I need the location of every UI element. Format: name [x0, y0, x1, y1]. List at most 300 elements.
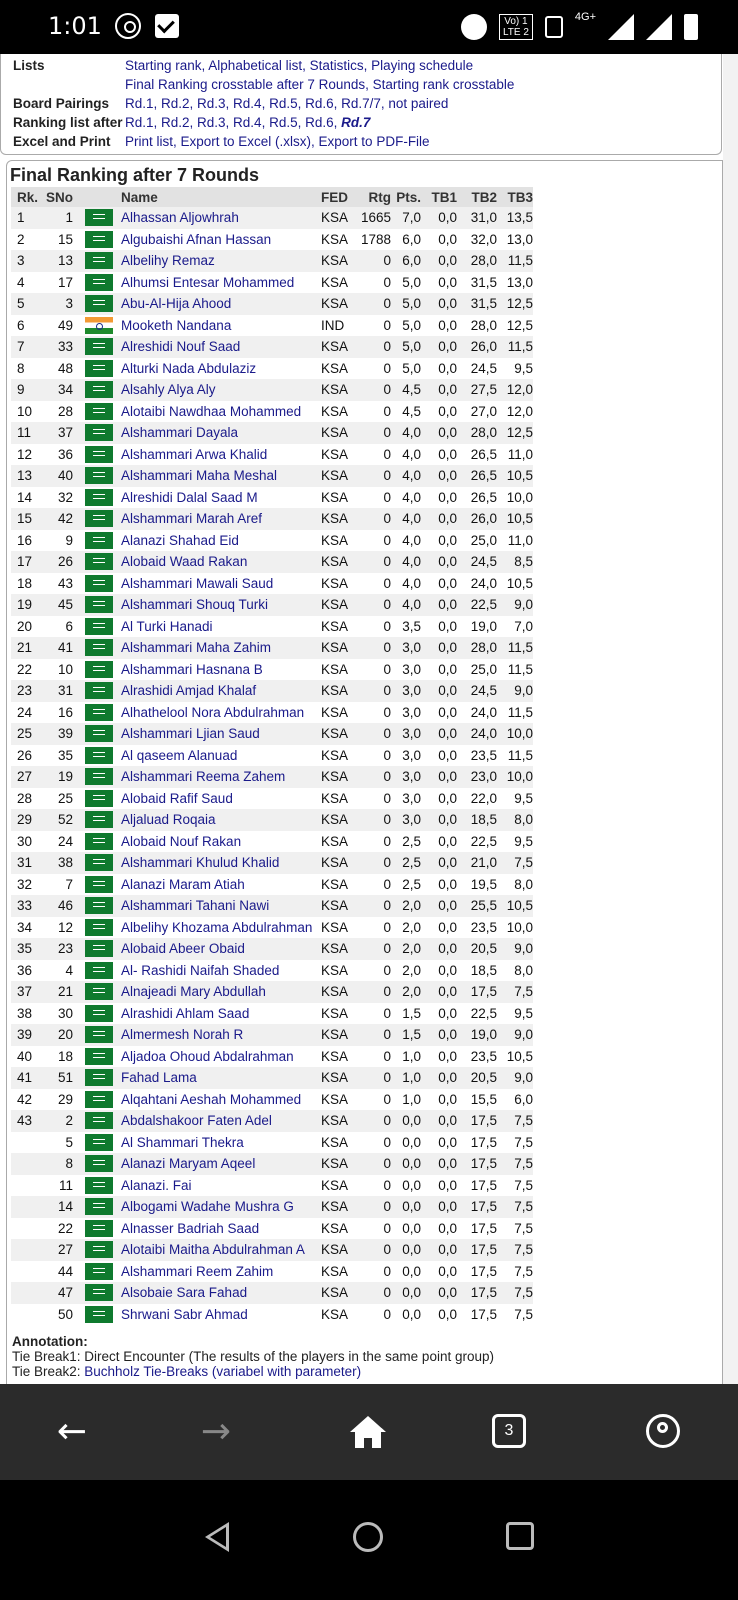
table-row — [11, 1132, 533, 1154]
cell-rank: 43 — [11, 1110, 45, 1132]
saudi-flag-icon — [85, 510, 113, 527]
cell-pts: 2,5 — [391, 852, 421, 874]
saudi-flag-icon — [85, 790, 113, 807]
table-row — [11, 336, 533, 358]
cell-sno: 28 — [57, 403, 73, 419]
player-name-link[interactable]: Alnasser Badriah Saad — [121, 1220, 260, 1236]
pairings-links[interactable]: Rd.1, Rd.2, Rd.3, Rd.4, Rd.5, Rd.6, Rd.7/7 — [125, 96, 381, 111]
player-name-link[interactable]: Alshammari Maha Zahim — [121, 640, 272, 656]
cell-rank: 8 — [17, 360, 25, 376]
cell-rank: 3 — [11, 250, 45, 272]
player-name-link[interactable]: Mooketh Nandana — [121, 317, 232, 333]
cell-rtg: 0 — [383, 1306, 391, 1322]
checkbox-notification-icon — [155, 14, 179, 38]
cell-tb3: 11,5 — [497, 336, 533, 358]
cell-tb1: 0,0 — [438, 489, 457, 505]
player-name-link[interactable]: Alanazi Shahad Eid — [121, 532, 239, 548]
cell-name[interactable] — [121, 659, 321, 681]
cell-sno: 22 — [57, 1220, 73, 1236]
cell-rtg: 0 — [383, 575, 391, 591]
cell-fed: KSA — [321, 250, 355, 272]
cell-name[interactable] — [121, 1024, 321, 1046]
player-name-link[interactable]: Alshammari Hasnana B — [121, 661, 263, 677]
player-name-link[interactable]: Alobaid Abeer Obaid — [121, 941, 245, 957]
player-name-link[interactable]: Alshammari Marah Aref — [121, 511, 263, 527]
cell-fed: KSA — [321, 637, 355, 659]
cell-tb2: 26,5 — [457, 465, 497, 487]
player-name-link[interactable]: Abu-Al-Hija Ahood — [121, 296, 232, 312]
system-navigation — [0, 1480, 738, 1600]
cell-name[interactable] — [121, 422, 321, 444]
player-name-link[interactable]: Al Turki Hanadi — [121, 618, 213, 634]
cell-rtg: 0 — [383, 1005, 391, 1021]
cell-name[interactable] — [121, 874, 321, 896]
cell-name[interactable] — [121, 1261, 321, 1283]
table-row — [11, 1196, 533, 1218]
cell-rank: 32 — [17, 876, 33, 892]
player-name-link[interactable]: Alnajeadi Mary Abdullah — [121, 984, 266, 1000]
buchholz-link[interactable]: Buchholz Tie-Breaks (variabel with parameter) — [84, 1364, 362, 1379]
cell-name[interactable] — [121, 1218, 321, 1240]
annotation-title: Annotation: — [12, 1334, 88, 1349]
cell-tb2: 31,0 — [457, 207, 497, 229]
cell-pts: 4,0 — [391, 551, 421, 573]
player-name-link[interactable]: Almermesh Norah R — [121, 1027, 244, 1043]
crosstable-links[interactable]: Final Ranking crosstable after 7 Rounds, Starting rank crosstable — [125, 77, 515, 92]
player-name-link[interactable]: Alturki Nada Abdulaziz — [121, 360, 257, 376]
cell-name[interactable] — [121, 551, 321, 573]
cell-name[interactable] — [121, 465, 321, 487]
cell-sno: 14 — [45, 1196, 85, 1218]
player-name-link[interactable]: Alrashidi Amjad Khalaf — [121, 683, 257, 699]
player-name-link[interactable]: Alrashidi Ahlam Saad — [121, 1005, 250, 1021]
cell-tb3: 10,0 — [497, 723, 533, 745]
ranking-title: Final Ranking after 7 Rounds — [10, 165, 260, 185]
cell-name[interactable] — [121, 938, 321, 960]
cell-tb2: 24,5 — [457, 680, 497, 702]
cell-tb1: 0,0 — [438, 1220, 457, 1236]
cell-name[interactable] — [121, 766, 321, 788]
cell-rank: 27 — [11, 766, 45, 788]
player-name-link[interactable]: Albelihy Remaz — [121, 253, 215, 269]
cell-flag — [85, 1175, 121, 1197]
cell-pts: 2,0 — [402, 962, 421, 978]
saudi-flag-icon — [85, 962, 113, 979]
cell-pts: 0,0 — [391, 1153, 421, 1175]
cell-tb3: 11,0 — [507, 446, 533, 462]
cell-name[interactable] — [121, 702, 321, 724]
saudi-flag-icon — [85, 1198, 113, 1215]
cell-name[interactable] — [121, 379, 321, 401]
table-row — [11, 358, 533, 380]
cell-flag — [85, 465, 121, 487]
cell-name[interactable] — [121, 637, 321, 659]
cell-flag — [85, 250, 121, 272]
table-row — [11, 229, 533, 251]
signal-icon-2 — [646, 14, 672, 40]
cell-tb2: 27,5 — [457, 379, 497, 401]
cell-name[interactable] — [121, 250, 321, 272]
cell-name[interactable] — [121, 616, 321, 638]
cell-rtg: 0 — [383, 446, 391, 462]
player-name-link[interactable]: Alotaibi Maitha Abdulrahman A — [121, 1242, 305, 1258]
cell-tb1: 0,0 — [421, 551, 457, 573]
cell-flag — [85, 594, 121, 616]
saudi-flag-icon — [85, 1220, 113, 1237]
player-name-link[interactable]: Alreshidi Dalal Saad M — [121, 489, 258, 505]
cell-fed: KSA — [321, 1153, 355, 1175]
cell-rtg: 0 — [383, 1220, 391, 1236]
cell-tb3: 11,5 — [507, 661, 533, 677]
lists-links[interactable]: Starting rank, Alphabetical list, Statistics, Playing schedule — [125, 58, 474, 73]
not-paired-link[interactable]: , not paired — [380, 96, 449, 111]
cell-tb1: 0,0 — [421, 1196, 457, 1218]
cell-tb3: 9,0 — [497, 938, 533, 960]
cell-name[interactable] — [121, 487, 321, 509]
cell-name[interactable] — [121, 1153, 321, 1175]
cell-fed: KSA — [321, 809, 355, 831]
saudi-flag-icon — [85, 704, 113, 721]
table-row — [11, 487, 533, 509]
player-name-link[interactable]: Alshammari Reema Zahem — [121, 769, 286, 785]
player-name-link[interactable]: Alshammari Khulud Khalid — [121, 855, 280, 871]
player-name-link[interactable]: Albogami Wadahe Mushra G — [121, 1199, 294, 1215]
table-row — [11, 250, 533, 272]
player-name-link[interactable]: Alreshidi Nouf Saad — [121, 339, 241, 355]
player-name-link[interactable]: Alobaid Nouf Rakan — [121, 833, 242, 849]
cell-tb2: 17,5 — [457, 1196, 497, 1218]
saudi-flag-icon — [85, 897, 113, 914]
cell-name[interactable] — [121, 745, 321, 767]
cell-tb1: 0,0 — [438, 575, 457, 591]
table-row — [11, 874, 533, 896]
saudi-flag-icon — [85, 295, 113, 312]
ranking-links[interactable]: Rd.1, Rd.2, Rd.3, Rd.4, Rd.5, Rd.6, — [125, 115, 338, 130]
cell-flag — [85, 852, 121, 874]
cell-name[interactable] — [121, 293, 321, 315]
cell-name[interactable] — [121, 809, 321, 831]
cell-flag — [85, 1110, 121, 1132]
cell-tb1: 0,0 — [438, 618, 457, 634]
cell-tb2: 19,0 — [457, 1024, 497, 1046]
cell-tb3: 10,5 — [497, 508, 533, 530]
cell-tb1: 0,0 — [438, 919, 457, 935]
cell-tb3: 7,5 — [497, 852, 533, 874]
player-name-link[interactable]: Alobaid Rafif Saud — [121, 790, 233, 806]
cell-rank: 7 — [11, 336, 45, 358]
cell-tb3: 7,5 — [497, 1196, 533, 1218]
cell-name[interactable] — [121, 1304, 321, 1326]
cell-name[interactable] — [121, 723, 321, 745]
account-icon[interactable] — [646, 1414, 680, 1448]
tabs-count-button[interactable]: 3 — [492, 1414, 526, 1448]
cell-fed: KSA — [321, 766, 355, 788]
table-row — [11, 745, 533, 767]
cell-rank: 19 — [11, 594, 45, 616]
cell-tb1: 0,0 — [421, 1024, 457, 1046]
cell-tb2: 19,5 — [470, 876, 497, 892]
player-name-link[interactable]: Alhathelool Nora Abdulrahman — [121, 704, 305, 720]
cell-flag — [85, 895, 121, 917]
cell-pts: 0,0 — [402, 1177, 421, 1193]
cell-name[interactable] — [121, 917, 321, 939]
cell-name[interactable] — [121, 1175, 321, 1197]
cell-name[interactable] — [121, 788, 321, 810]
cell-pts: 4,0 — [402, 575, 421, 591]
cell-pts: 1,5 — [391, 1024, 421, 1046]
player-name-link[interactable]: Al- Rashidi Naifah Shaded — [121, 962, 280, 978]
cell-rtg: 0 — [355, 1153, 391, 1175]
table-row — [11, 895, 533, 917]
cell-name[interactable] — [121, 207, 321, 229]
cell-name[interactable] — [121, 1089, 321, 1111]
export-links[interactable]: Print list, Export to Excel (.xlsx), Export to PDF-File — [125, 134, 430, 149]
cell-fed: KSA — [321, 207, 355, 229]
cell-name[interactable] — [121, 530, 321, 552]
cell-name[interactable] — [121, 315, 321, 337]
player-name-link[interactable]: Alshammari Arwa Khalid — [121, 446, 268, 462]
player-name-link[interactable]: Al qaseem Alanuad — [121, 747, 238, 763]
table-row — [11, 1110, 533, 1132]
cell-tb3: 7,5 — [514, 1134, 533, 1150]
cell-name[interactable] — [121, 594, 321, 616]
home-icon[interactable] — [348, 1414, 388, 1450]
cell-flag — [85, 530, 121, 552]
player-name-link[interactable]: Alobaid Waad Rakan — [121, 554, 248, 570]
player-name-link[interactable]: Al Shammari Thekra — [121, 1134, 244, 1150]
cell-fed: KSA — [321, 446, 349, 462]
cell-name[interactable] — [121, 1239, 321, 1261]
player-name-link[interactable]: Alshammari Maha Meshal — [121, 468, 278, 484]
saudi-flag-icon — [85, 360, 113, 377]
cell-tb2: 17,5 — [457, 1110, 497, 1132]
player-name-link[interactable]: Alanazi. Fai — [121, 1177, 192, 1193]
cell-name[interactable] — [121, 1046, 321, 1068]
cell-tb1: 0,0 — [438, 360, 457, 376]
cell-name[interactable] — [121, 680, 321, 702]
player-name-link[interactable]: Alotaibi Nawdhaa Mohammed — [121, 403, 302, 419]
cell-tb1: 0,0 — [438, 747, 457, 763]
player-name-link[interactable]: Alhumsi Entesar Mohammed — [121, 274, 295, 290]
cell-tb2: 25,0 — [470, 532, 497, 548]
cell-name[interactable] — [121, 573, 321, 595]
forward-arrow-icon[interactable]: → — [200, 1411, 232, 1452]
cell-tb1: 0,0 — [438, 790, 457, 806]
player-name-link[interactable]: Fahad Lama — [121, 1070, 197, 1086]
cell-pts: 3,0 — [391, 766, 421, 788]
cell-tb3: 7,5 — [514, 1220, 533, 1236]
cell-name[interactable] — [121, 1282, 321, 1304]
cell-tb3: 9,5 — [514, 790, 533, 806]
cell-rank: 35 — [11, 938, 45, 960]
cell-tb3: 9,0 — [497, 680, 533, 702]
cell-tb3: 11,5 — [507, 747, 533, 763]
cell-tb2: 24,5 — [470, 360, 497, 376]
cell-name[interactable] — [121, 1003, 321, 1025]
table-row — [11, 809, 533, 831]
cell-tb1: 0,0 — [438, 1048, 457, 1064]
cell-sno: 47 — [45, 1282, 85, 1304]
table-row — [11, 723, 533, 745]
cell-name[interactable] — [121, 1067, 321, 1089]
cell-tb1: 0,0 — [421, 680, 457, 702]
cell-rtg: 0 — [355, 809, 391, 831]
player-name-link[interactable]: Albelihy Khozama Abdulrahman — [121, 919, 313, 935]
cell-rank — [11, 1218, 45, 1240]
cell-name[interactable] — [121, 831, 321, 853]
cell-pts: 6,0 — [391, 250, 421, 272]
saudi-flag-icon — [85, 661, 113, 678]
cell-pts: 2,0 — [391, 938, 421, 960]
cell-flag — [85, 874, 121, 896]
ranking-label: Ranking list after — [13, 115, 123, 130]
cell-sno: 38 — [45, 852, 85, 874]
cell-pts: 1,0 — [391, 1067, 421, 1089]
table-row — [11, 293, 533, 315]
player-name-link[interactable]: Alshammari Dayala — [121, 425, 239, 441]
cell-rank: 38 — [17, 1005, 33, 1021]
cell-pts: 4,5 — [402, 403, 421, 419]
cell-name[interactable] — [121, 960, 321, 982]
player-name-link[interactable]: Alhassan Aljowhrah — [121, 210, 239, 226]
player-name-link[interactable]: Alsahly Alya Aly — [121, 382, 216, 398]
cell-flag — [85, 336, 121, 358]
cell-pts: 3,0 — [391, 809, 421, 831]
cell-flag — [85, 444, 121, 466]
network-type: 4G+ — [574, 11, 596, 23]
cell-fed: KSA — [321, 1282, 355, 1304]
cell-rtg: 0 — [383, 618, 391, 634]
cell-flag — [85, 1282, 121, 1304]
cell-fed: KSA — [321, 336, 355, 358]
saudi-flag-icon — [85, 940, 113, 957]
saudi-flag-icon — [85, 467, 113, 484]
player-name-link[interactable]: Alshammari Shouq Turki — [121, 597, 269, 613]
cell-pts: 4,0 — [402, 489, 421, 505]
player-name-link[interactable]: Alsobaie Sara Fahad — [121, 1285, 248, 1301]
cell-rtg: 0 — [383, 274, 391, 290]
cell-fed: KSA — [321, 293, 355, 315]
player-name-link[interactable]: Alshammari Tahani Nawi — [121, 898, 270, 914]
cell-sno: 27 — [45, 1239, 85, 1261]
cell-name[interactable] — [121, 1132, 321, 1154]
cell-tb1: 0,0 — [421, 723, 457, 745]
cell-tb1: 0,0 — [421, 1239, 457, 1261]
system-home-icon[interactable] — [353, 1522, 383, 1552]
cell-tb2: 20,5 — [457, 1067, 497, 1089]
cell-name[interactable] — [121, 229, 321, 251]
cell-tb2: 17,5 — [470, 1220, 497, 1236]
player-name-link[interactable]: Alanazi Maryam Aqeel — [121, 1156, 256, 1172]
cell-rank — [11, 1304, 45, 1326]
player-name-link[interactable]: Aljaluad Roqaia — [121, 812, 216, 828]
cell-fed: KSA — [321, 274, 349, 290]
cell-name[interactable] — [121, 401, 321, 423]
cell-pts: 5,0 — [402, 360, 421, 376]
header-sno: SNo — [45, 187, 85, 207]
cell-fed: KSA — [321, 852, 355, 874]
cell-sno: 29 — [57, 1091, 73, 1107]
cell-name[interactable] — [121, 272, 321, 294]
saudi-flag-icon — [85, 1069, 113, 1086]
cell-sno: 3 — [45, 293, 85, 315]
back-arrow-icon[interactable]: ← — [56, 1411, 88, 1452]
cell-rank — [11, 1282, 45, 1304]
table-row — [11, 788, 533, 810]
cell-rank: 42 — [17, 1091, 33, 1107]
ranking-box — [6, 160, 723, 1384]
system-recents-icon[interactable] — [506, 1522, 534, 1550]
cell-tb3: 7,5 — [497, 1153, 533, 1175]
cell-rtg: 0 — [383, 1134, 391, 1150]
cell-tb2: 22,5 — [470, 1005, 497, 1021]
cell-tb2: 19,0 — [470, 618, 497, 634]
cell-sno: 25 — [57, 790, 73, 806]
cell-name[interactable] — [121, 1110, 321, 1132]
player-name-link[interactable]: Shrwani Sabr Ahmad — [121, 1306, 248, 1322]
cell-sno: 13 — [45, 250, 85, 272]
cell-flag — [85, 809, 121, 831]
cell-rank: 25 — [11, 723, 45, 745]
cell-pts: 4,0 — [391, 508, 421, 530]
cell-fed: KSA — [321, 551, 355, 573]
saudi-flag-icon — [85, 1112, 113, 1129]
cell-name[interactable] — [121, 895, 321, 917]
cell-name[interactable] — [121, 336, 321, 358]
cell-name[interactable] — [121, 358, 321, 380]
player-name-link[interactable]: Alanazi Maram Atiah — [121, 876, 245, 892]
cell-tb3: 9,0 — [497, 594, 533, 616]
cell-name[interactable] — [121, 508, 321, 530]
cell-fed: KSA — [321, 508, 355, 530]
cell-name[interactable] — [121, 444, 321, 466]
cell-rtg: 0 — [355, 981, 391, 1003]
cell-fed: KSA — [321, 938, 355, 960]
player-name-link[interactable]: Abdalshakoor Faten Adel — [121, 1113, 272, 1129]
cell-rank: 10 — [17, 403, 33, 419]
header-flag — [85, 187, 121, 207]
player-name-link[interactable]: Aljadoa Ohoud Abdalrahman — [121, 1048, 294, 1064]
cell-tb2: 23,5 — [470, 1048, 497, 1064]
cell-pts: 4,0 — [391, 465, 421, 487]
cell-tb2: 20,5 — [457, 938, 497, 960]
player-name-link[interactable]: Alshammari Mawali Saud — [121, 575, 274, 591]
player-name-link[interactable]: Algubaishi Afnan Hassan — [121, 231, 272, 247]
table-row — [11, 1304, 533, 1326]
cell-tb3: 9,5 — [514, 1005, 533, 1021]
cell-tb1: 0,0 — [421, 293, 457, 315]
cell-tb1: 0,0 — [438, 1177, 457, 1193]
player-name-link[interactable]: Alshammari Reem Zahim — [121, 1263, 274, 1279]
scrollbar[interactable] — [723, 54, 738, 1384]
player-name-link[interactable]: Alshammari Ljian Saud — [121, 726, 260, 742]
saudi-flag-icon — [85, 833, 113, 850]
lists-row-2 — [13, 77, 514, 92]
cell-name[interactable] — [121, 852, 321, 874]
player-name-link[interactable]: Alqahtani Aeshah Mohammed — [121, 1091, 302, 1107]
cell-name[interactable] — [121, 1196, 321, 1218]
cell-sno: 26 — [45, 551, 85, 573]
saudi-flag-icon — [85, 532, 113, 549]
system-back-icon[interactable] — [205, 1522, 229, 1552]
cell-name[interactable] — [121, 981, 321, 1003]
cell-rank: 29 — [11, 809, 45, 831]
cell-tb3: 13,0 — [506, 274, 533, 290]
cell-pts: 2,0 — [402, 919, 421, 935]
table-row — [11, 1067, 533, 1089]
cell-flag — [85, 1132, 121, 1154]
cell-flag — [85, 551, 121, 573]
